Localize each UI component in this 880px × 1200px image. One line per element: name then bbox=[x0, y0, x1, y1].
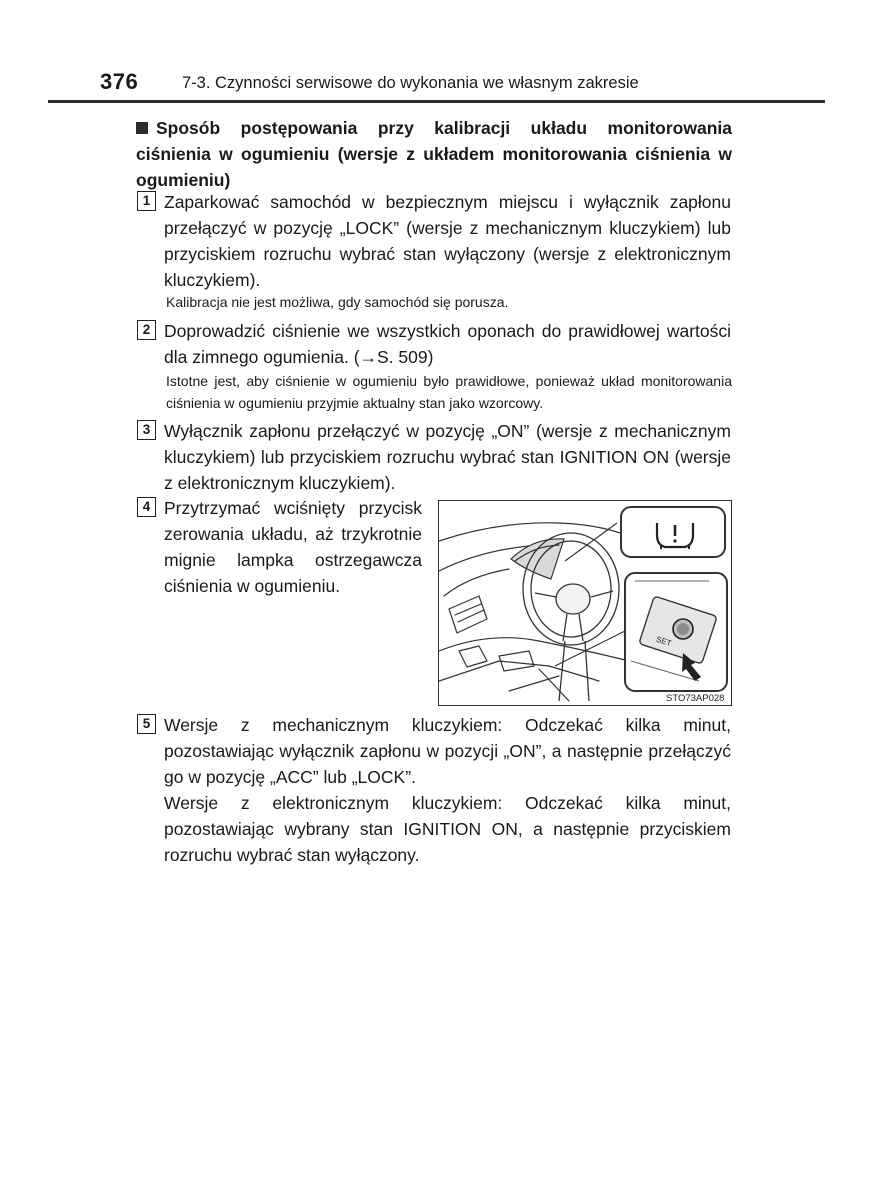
step-number-3: 3 bbox=[137, 420, 156, 440]
step-2-note: Istotne jest, aby ciśnienie w ogumieniu było prawidłowe, ponieważ układ monitorowania ciśnienia w ogumieniu przyjmie aktualny stan jako wzorcowy. bbox=[166, 373, 732, 411]
set-button-label: SET bbox=[655, 634, 673, 649]
step-1-note: Kalibracja nie jest możliwa, gdy samochód się porusza. bbox=[166, 294, 509, 310]
dashboard-illustration bbox=[438, 500, 732, 706]
step-2-text: Doprowadzić ciśnienie we wszystkich oponach do prawidłowej wartości dla zimnego ogumienia. (→S. 509) bbox=[164, 321, 731, 367]
step-3-text: Wyłącznik zapłonu przełączyć w pozycję „ON” (wersje z mechanicznym kluczykiem) lub przyciskiem rozruchu wybrać stan IGNITION ON (wersje z elektronicznym kluczykiem). bbox=[164, 421, 731, 493]
step-number-2: 2 bbox=[137, 320, 156, 340]
step-number-1: 1 bbox=[137, 191, 156, 211]
page-number: 376 bbox=[100, 69, 139, 94]
header-divider bbox=[48, 100, 825, 103]
step-5-text-2: Wersje z elektronicznym kluczykiem: Odczekać kilka minut, pozostawiając wybrany stan IGNITION ON, a następnie przyciskiem rozruchu wybrać stan wyłączony. bbox=[164, 793, 731, 865]
square-bullet-icon bbox=[136, 122, 148, 134]
figure-code: STO73AP028 bbox=[666, 693, 725, 704]
dashboard-drawing bbox=[439, 501, 732, 706]
step-number-5: 5 bbox=[137, 714, 156, 734]
section-heading bbox=[136, 115, 732, 193]
step-5-text: Wersje z mechanicznym kluczykiem: Odczekać kilka minut, pozostawiając wyłącznik zapłonu w pozycji „ON”, a następnie przełączyć go w pozycję „ACC” lub „LOCK”. bbox=[164, 715, 731, 787]
step-1-text: Zaparkować samochód w bezpiecznym miejscu i wyłącznik zapłonu przełączyć w pozycję „LOCK” (wersje z mechanicznym kluczykiem) lub przyciskiem rozruchu wybrać stan wyłączony (wersje z elektronicznym kluczykiem). bbox=[164, 192, 731, 290]
page-header bbox=[0, 0, 880, 106]
chapter-title: 7-3. Czynności serwisowe do wykonania we własnym zakresie bbox=[182, 74, 639, 92]
tire-pressure-warning-icon bbox=[565, 507, 725, 561]
step-4-text: Przytrzymać wciśnięty przycisk zerowania układu, aż trzykrotnie mignie lampka ostrzegawcza ciśnienia w ogumieniu. bbox=[164, 498, 422, 596]
step-number-4: 4 bbox=[137, 497, 156, 517]
section-heading-text: Sposób postępowania przy kalibracji układu monitorowania ciśnienia w ogumieniu (wersje z układem monitorowania ciśnienia w ogumieniu) bbox=[136, 118, 732, 190]
